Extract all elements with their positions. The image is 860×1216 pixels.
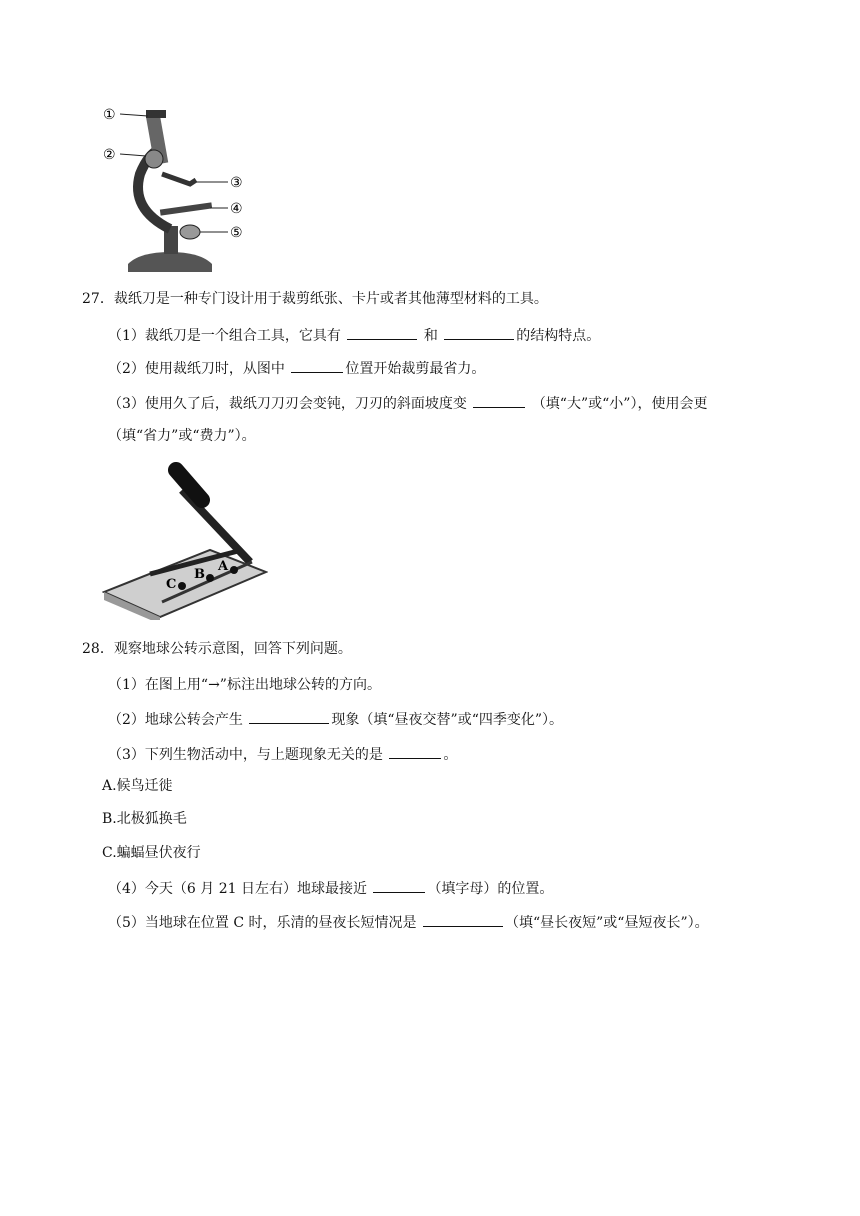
q28-part5-text-a: （5）当地球在位置 C 时，乐清的昼夜长短情况是 bbox=[108, 915, 417, 931]
q28-answer-blank-2[interactable] bbox=[389, 744, 441, 759]
q28-part2 bbox=[108, 709, 563, 729]
q27-part3-text-a: （3）使用久了后，裁纸刀刀刃会变钝，刀刃的斜面坡度变 bbox=[108, 396, 467, 412]
microscope-label-4: ④ bbox=[230, 201, 243, 217]
q27-answer-blank-2[interactable] bbox=[444, 325, 514, 340]
q27-part3-text-b: （填“大”或“小”），使用会更 bbox=[531, 396, 708, 412]
q27-stem: 27．裁纸刀是一种专门设计用于裁剪纸张、卡片或者其他薄型材料的工具。 bbox=[82, 291, 548, 307]
q27-answer-blank-3[interactable] bbox=[291, 358, 343, 373]
q28-part5-text-b: （填“昼长夜短”或“昼短夜长”）。 bbox=[504, 915, 709, 931]
q27-part2 bbox=[108, 358, 485, 378]
q27-answer-blank-4[interactable] bbox=[473, 393, 525, 408]
paper-cutter-illustration bbox=[102, 462, 268, 620]
microscope-label-5: ⑤ bbox=[230, 225, 243, 241]
q28-part4-text-b: （填字母）的位置。 bbox=[427, 881, 554, 897]
q27-part2-text-a: （2）使用裁纸刀时，从图中 bbox=[108, 361, 285, 377]
q28-part1: （1）在图上用“→”标注出地球公转的方向。 bbox=[108, 677, 381, 693]
cutter-label-c: C bbox=[166, 577, 177, 592]
microscope-figure bbox=[100, 104, 250, 280]
q28-answer-blank-1[interactable] bbox=[249, 709, 329, 724]
microscope-label-1: ① bbox=[103, 107, 116, 123]
paper-cutter-figure bbox=[102, 462, 268, 620]
q27-part2-text-b: 位置开始裁剪最省力。 bbox=[345, 361, 486, 377]
q28-part4-text-a: （4）今天（6 月 21 日左右）地球最接近 bbox=[108, 881, 367, 897]
q28-part3-text-b: 。 bbox=[443, 747, 458, 763]
q28-stem: 28．观察地球公转示意图，回答下列问题。 bbox=[82, 641, 352, 657]
q28-part3 bbox=[108, 744, 457, 764]
q27-part1 bbox=[108, 325, 600, 345]
cutter-label-a: A bbox=[218, 559, 229, 574]
q27-answer-blank-1[interactable] bbox=[347, 325, 417, 340]
microscope-label-2: ② bbox=[103, 147, 116, 163]
q27-part3 bbox=[108, 393, 707, 413]
q28-part4 bbox=[108, 878, 553, 898]
q28-answer-blank-4[interactable] bbox=[423, 912, 503, 927]
q27-part1-text-a: （1）裁纸刀是一个组合工具，它具有 bbox=[108, 328, 341, 344]
microscope-illustration bbox=[100, 104, 250, 280]
q28-option-c: C.蝙蝠昼伏夜行 bbox=[102, 845, 201, 861]
cutter-label-b: B bbox=[194, 567, 205, 582]
q27-part1-text-b: 和 bbox=[423, 328, 438, 344]
q28-part2-text-b: 现象（填“昼夜交替”或“四季变化”）。 bbox=[331, 712, 564, 728]
q28-option-b: B.北极狐换毛 bbox=[102, 811, 187, 827]
q28-part2-text-a: （2）地球公转会产生 bbox=[108, 712, 243, 728]
q27-part3-cont: （填“省力”或“费力”）。 bbox=[108, 428, 256, 444]
microscope-label-3: ③ bbox=[230, 175, 243, 191]
q28-option-a: A.候鸟迁徙 bbox=[102, 778, 173, 794]
q27-part1-text-c: 的结构特点。 bbox=[516, 328, 601, 344]
q28-answer-blank-3[interactable] bbox=[373, 878, 425, 893]
q28-part5 bbox=[108, 912, 709, 932]
q28-part3-text-a: （3）下列生物活动中，与上题现象无关的是 bbox=[108, 747, 383, 763]
